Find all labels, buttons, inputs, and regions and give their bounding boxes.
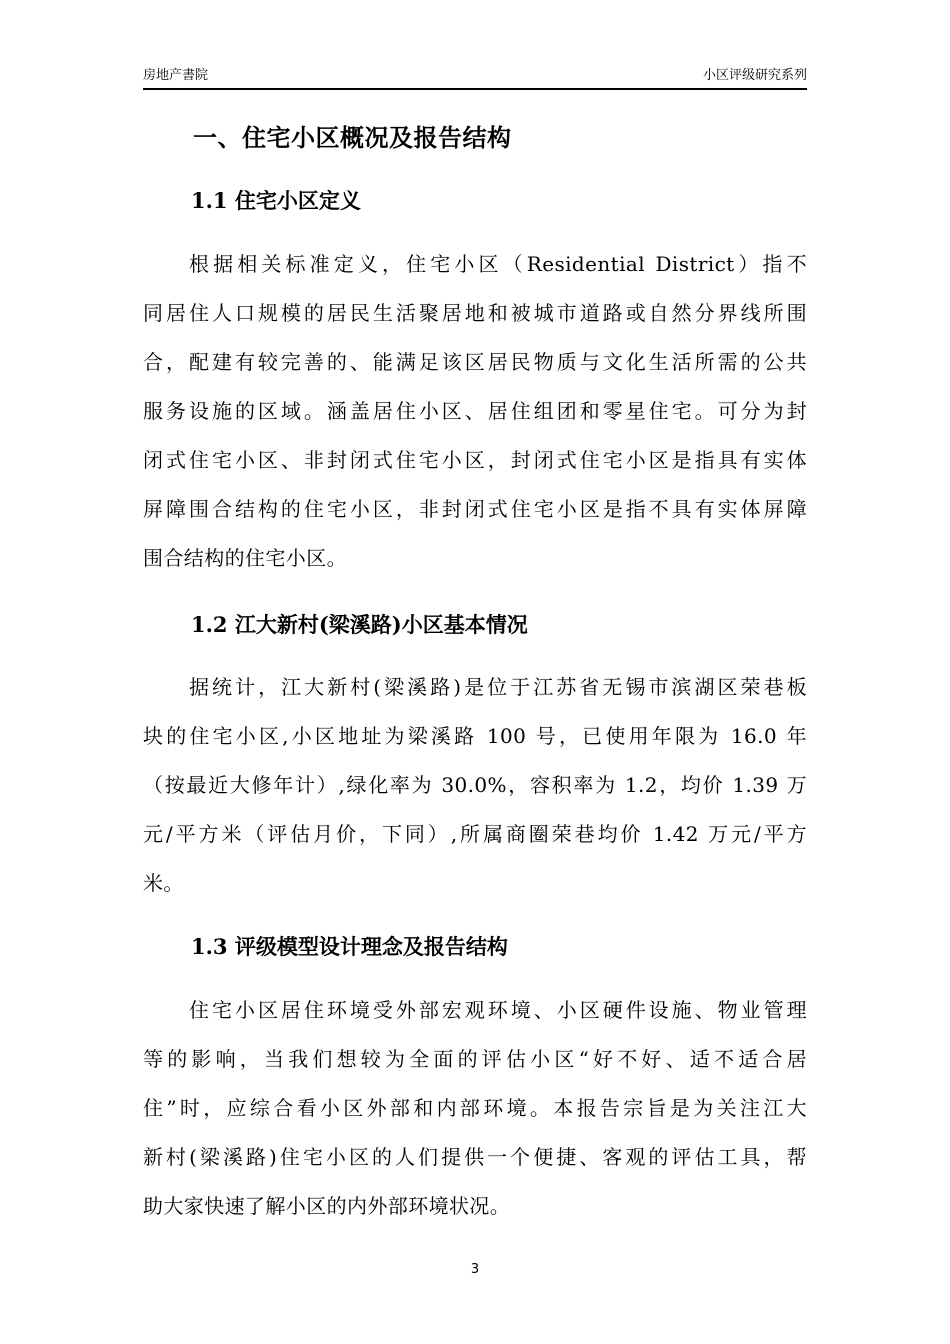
section-title-1-1: 1.1 住宅小区定义 — [191, 188, 361, 213]
paragraph-line: 服务设施的区域。涵盖居住小区、居住组团和零星住宅。可分为封 — [143, 399, 807, 423]
paragraph-line: （按最近大修年计）,绿化率为 30.0%，容积率为 1.2，均价 1.39 万 — [143, 773, 807, 797]
paragraph-line: 块的住宅小区,小区地址为梁溪路 100 号，已使用年限为 16.0 年 — [143, 724, 807, 748]
header-series-title: 小区评级研究系列 — [702, 68, 807, 83]
paragraph-line: 住”时，应综合看小区外部和内部环境。本报告宗旨是为关注江大 — [143, 1096, 807, 1120]
paragraph-line: 据统计，江大新村(梁溪路)是位于江苏省无锡市滨湖区荣巷板 — [189, 675, 807, 699]
paragraph-line: 元/平方米（评估月价，下同）,所属商圈荣巷均价 1.42 万元/平方 — [143, 822, 807, 846]
paragraph-line: 米。 — [143, 871, 184, 895]
section-title-1-2: 1.2 江大新村(梁溪路)小区基本情况 — [191, 612, 528, 637]
page-number: 3 — [470, 1262, 480, 1277]
section-body-1-1 — [143, 240, 807, 583]
paragraph-line: 围合结构的住宅小区。 — [143, 546, 347, 570]
paragraph-line: 屏障围合结构的住宅小区，非封闭式住宅小区是指不具有实体屏障 — [143, 497, 807, 521]
header-publisher: 房地产書院 — [143, 68, 209, 83]
paragraph-line: 住宅小区居住环境受外部宏观环境、小区硬件设施、物业管理 — [189, 998, 807, 1022]
section-body-1-2 — [143, 663, 807, 908]
paragraph-line: 合，配建有较完善的、能满足该区居民物质与文化生活所需的公共 — [143, 350, 807, 374]
paragraph-line: 闭式住宅小区、非封闭式住宅小区，封闭式住宅小区是指具有实体 — [143, 448, 807, 472]
paragraph-line: 根据相关标准定义，住宅小区（Residential District）指不 — [189, 252, 807, 276]
page-header — [143, 66, 807, 90]
section-title-1-3: 1.3 评级模型设计理念及报告结构 — [191, 934, 508, 959]
paragraph-line: 助大家快速了解小区的内外部环境状况。 — [143, 1194, 511, 1218]
chapter-title: 一、住宅小区概况及报告结构 — [193, 123, 512, 152]
paragraph-line: 同居住人口规模的居民生活聚居地和被城市道路或自然分界线所围 — [143, 301, 807, 325]
paragraph-line: 新村(梁溪路)住宅小区的人们提供一个便捷、客观的评估工具，帮 — [143, 1145, 807, 1169]
paragraph-line: 等的影响，当我们想较为全面的评估小区“好不好、适不适合居 — [143, 1047, 807, 1071]
section-body-1-3 — [143, 986, 807, 1231]
